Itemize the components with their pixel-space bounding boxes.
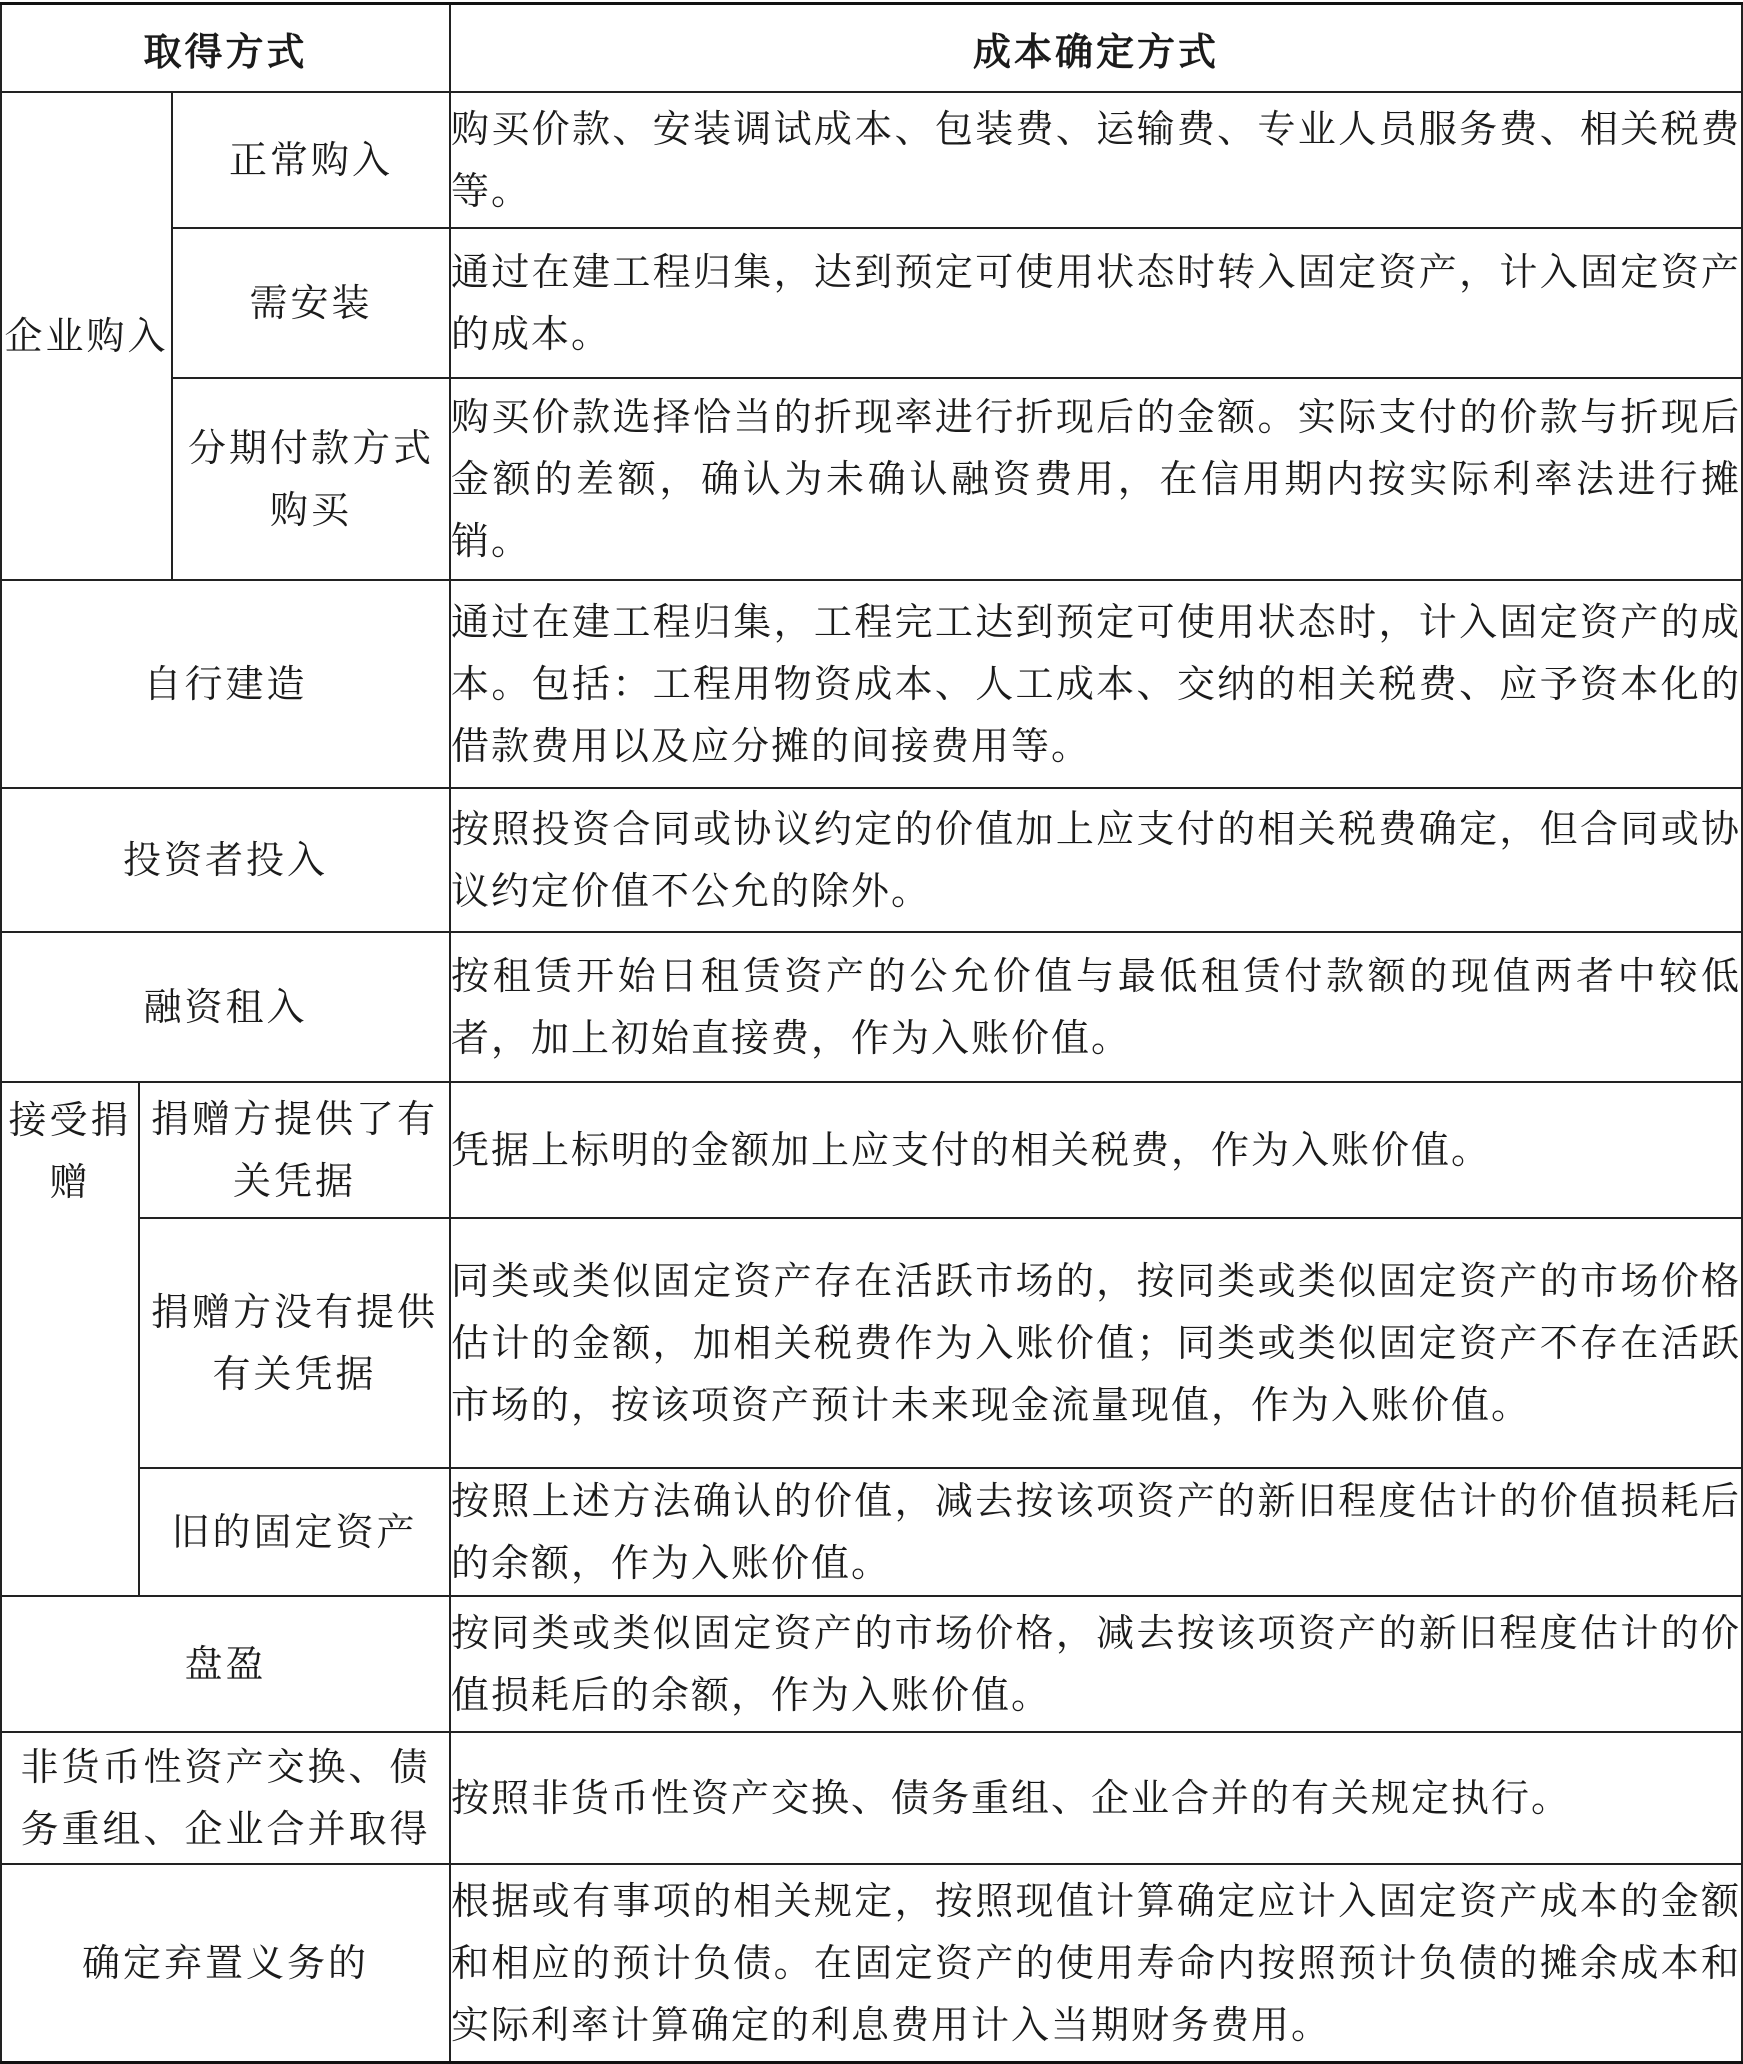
- method-surplus: 盘盈: [1, 1596, 450, 1732]
- method-used-asset: 旧的固定资产: [139, 1468, 450, 1596]
- group-label-donation: 接受捐赠: [1, 1082, 139, 1596]
- table-row: [1, 92, 1742, 228]
- method-needs-install: 需安装: [172, 228, 450, 378]
- table-row: [1, 580, 1742, 788]
- table-row: [1, 1468, 1742, 1596]
- table-row: [1, 1732, 1742, 1864]
- method-non-monetary: 非货币性资产交换、债务重组、企业合并取得: [1, 1732, 450, 1864]
- method-donor-with-docs: 捐赠方提供了有关凭据: [139, 1082, 450, 1218]
- fixed-asset-cost-table: [0, 2, 1743, 2064]
- method-finance-lease: 融资租入: [1, 932, 450, 1082]
- header-cost-determination: 成本确定方式: [450, 4, 1742, 93]
- method-normal-purchase: 正常购入: [172, 92, 450, 228]
- desc-investor: 按照投资合同或协议约定的价值加上应支付的相关税费确定，但合同或协议约定价值不公允的除外。: [450, 788, 1742, 932]
- header-acquisition-method: 取得方式: [1, 4, 450, 93]
- method-self-built: 自行建造: [1, 580, 450, 788]
- desc-non-monetary: 按照非货币性资产交换、债务重组、企业合并的有关规定执行。: [450, 1732, 1742, 1864]
- desc-normal-purchase: 购买价款、安装调试成本、包装费、运输费、专业人员服务费、相关税费等。: [450, 92, 1742, 228]
- table-row: [1, 1082, 1742, 1218]
- method-installment: 分期付款方式购买: [172, 378, 450, 580]
- method-abandonment: 确定弃置义务的: [1, 1864, 450, 2062]
- table-row: [1, 1596, 1742, 1732]
- desc-surplus: 按同类或类似固定资产的市场价格，减去按该项资产的新旧程度估计的价值损耗后的余额，作为入账价值。: [450, 1596, 1742, 1732]
- group-label-purchase: 企业购入: [1, 92, 172, 580]
- table-header-row: [1, 4, 1742, 93]
- table-row: [1, 378, 1742, 580]
- desc-installment: 购买价款选择恰当的折现率进行折现后的金额。实际支付的价款与折现后金额的差额，确认为未确认融资费用，在信用期内按实际利率法进行摊销。: [450, 378, 1742, 580]
- method-investor: 投资者投入: [1, 788, 450, 932]
- table-row: [1, 1218, 1742, 1468]
- desc-donor-without-docs: 同类或类似固定资产存在活跃市场的，按同类或类似固定资产的市场价格估计的金额，加相关税费作为入账价值；同类或类似固定资产不存在活跃市场的，按该项资产预计未来现金流量现值，作为入账价值。: [450, 1218, 1742, 1468]
- table-row: [1, 932, 1742, 1082]
- table-row: [1, 1864, 1742, 2062]
- table-row: [1, 228, 1742, 378]
- desc-self-built: 通过在建工程归集，工程完工达到预定可使用状态时，计入固定资产的成本。包括：工程用物资成本、人工成本、交纳的相关税费、应予资本化的借款费用以及应分摊的间接费用等。: [450, 580, 1742, 788]
- desc-donor-with-docs: 凭据上标明的金额加上应支付的相关税费，作为入账价值。: [450, 1082, 1742, 1218]
- desc-finance-lease: 按租赁开始日租赁资产的公允价值与最低租赁付款额的现值两者中较低者，加上初始直接费，作为入账价值。: [450, 932, 1742, 1082]
- table-row: [1, 788, 1742, 932]
- desc-used-asset: 按照上述方法确认的价值，减去按该项资产的新旧程度估计的价值损耗后的余额，作为入账价值。: [450, 1468, 1742, 1596]
- desc-needs-install: 通过在建工程归集，达到预定可使用状态时转入固定资产，计入固定资产的成本。: [450, 228, 1742, 378]
- desc-abandonment: 根据或有事项的相关规定，按照现值计算确定应计入固定资产成本的金额和相应的预计负债。在固定资产的使用寿命内按照预计负债的摊余成本和实际利率计算确定的利息费用计入当期财务费用。: [450, 1864, 1742, 2062]
- method-donor-without-docs: 捐赠方没有提供有关凭据: [139, 1218, 450, 1468]
